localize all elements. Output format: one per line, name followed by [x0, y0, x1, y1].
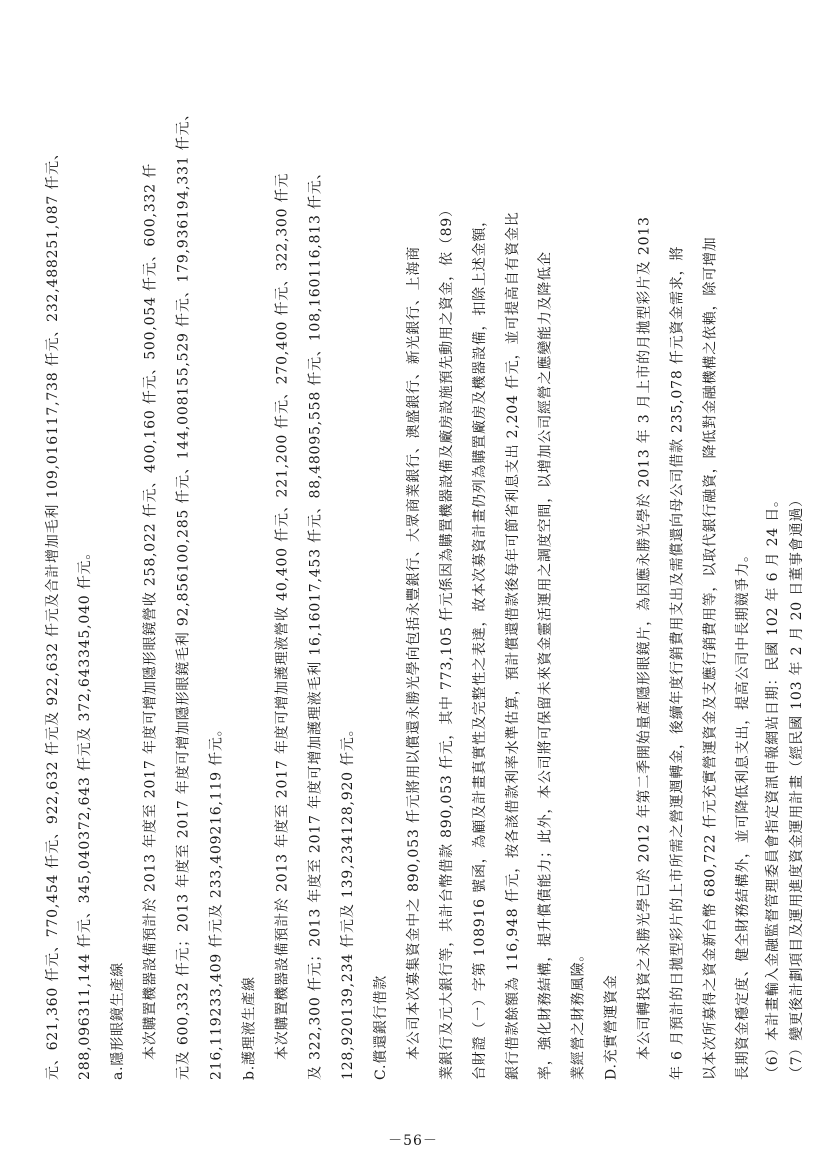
text-line: 元、621,360 仟元、770,454 仟元、922,632 仟元及 922,632 仟元及合計增加毛利 109,016117,738 仟元、232,488251,087 仟元、	[44, 145, 61, 1080]
section-heading: b.護理液生產線	[241, 976, 258, 1080]
text-line: 長期資金穩定度、健全財務結構外，並可降低利息支出，提高公司中長期競爭力。	[735, 547, 752, 1080]
text-line: 本公司轉投資之永勝光學已於 2012 年第二季開始量產隱形眼鏡片，為因應永勝光學於 2013 年 3 月上市的月拋型彩片及 2013	[636, 216, 653, 1060]
section-heading: D.充實營運資金	[603, 974, 620, 1080]
section-heading: a.隱形眼鏡生產線	[109, 962, 126, 1080]
numbered-item: （7）變更後計劃項目及運用進度資金運用計畫（經民國 103 年 2 月 20 日董事會通過）	[789, 492, 806, 1080]
text-line: 本次購置機器設備預計於 2013 年度至 2017 年度可增加隱形眼鏡營收 258,022 仟元、400,160 仟元、500,054 仟元、600,332 仟	[142, 163, 159, 1060]
section-heading: C.償還銀行借款	[373, 974, 390, 1080]
numbered-item: （6）本計畫輸入金融監督管理委員會指定資訊申報網站日期：民國 102 年 6 月 24 日。	[765, 492, 782, 1080]
text-line: 台財證（一）字第 108916 號函，為顧及計畫真實性及完整性之表達，故本次募資計畫仍列為購置廠房及機器設備，扣除上述金額，	[471, 212, 488, 1080]
text-line: 以本次所募得之資金新台幣 680,722 仟元充實營運資金及支應行銷費用等，以取代銀行融資，降低對金融機構之依賴，除可增加	[702, 236, 719, 1080]
text-line: 年 6 月預計的日拋型彩片的上市所需之營運週轉金，後續年度行銷費用支出及需償還向母公司借款 235,078 仟元資金需求，將	[669, 245, 686, 1080]
text-line: 銀行借款餘額為 116,948 仟元，按各該借款利率水準估算，預計償還借款後每年可節省利息支出 2,204 仟元，並可提高自有資金比	[504, 211, 521, 1080]
text-line: 288,096311,144 仟元、345,040372,643 仟元及 372,643345,040 仟元。	[76, 544, 93, 1080]
text-line: 業銀行及元大銀行等，共計台幣借款 890,053 仟元，其中 773,105 仟元係因為購置機器設備及廠房設施預先動用之資金，依（89）	[438, 202, 455, 1080]
text-line: 及 322,300 仟元；2013 年度至 2017 年度可增加護理液毛利 16,16017,453 仟元、88,48095,558 仟元、108,160116,813 仟元、	[307, 164, 324, 1080]
text-line: 本次購置機器設備預計於 2013 年度至 2017 年度可增加護理液營收 40,400 仟元、221,200 仟元、270,400 仟元、322,300 仟元	[274, 172, 291, 1060]
text-line: 本公司本次募集資金中之 890,053 仟元將用以償還永勝光學向包括永豐銀行、大眾商業銀行、澳盛銀行、新光銀行、上海商	[406, 246, 423, 1060]
text-line: 率，強化財務結構，提升償債能力；此外，本公司將可保留未來資金靈活運用之調度空間，以增加公司經營之應變能力及降低企	[537, 251, 554, 1080]
text-line: 業經營之財務風險。	[570, 946, 587, 1080]
rotated-text-block	[44, 40, 806, 1080]
text-line: 128,920139,234 仟元及 139,234128,920 仟元。	[340, 721, 357, 1080]
text-line: 216,119233,409 仟元及 233,409216,119 仟元。	[208, 721, 225, 1080]
text-line: 元及 600,332 仟元；2013 年度至 2017 年度可增加隱形眼鏡毛利 92,856100,285 仟元、144,008155,529 仟元、179,936194,331 仟元、	[175, 105, 192, 1080]
page-number: －56－	[388, 1133, 438, 1149]
